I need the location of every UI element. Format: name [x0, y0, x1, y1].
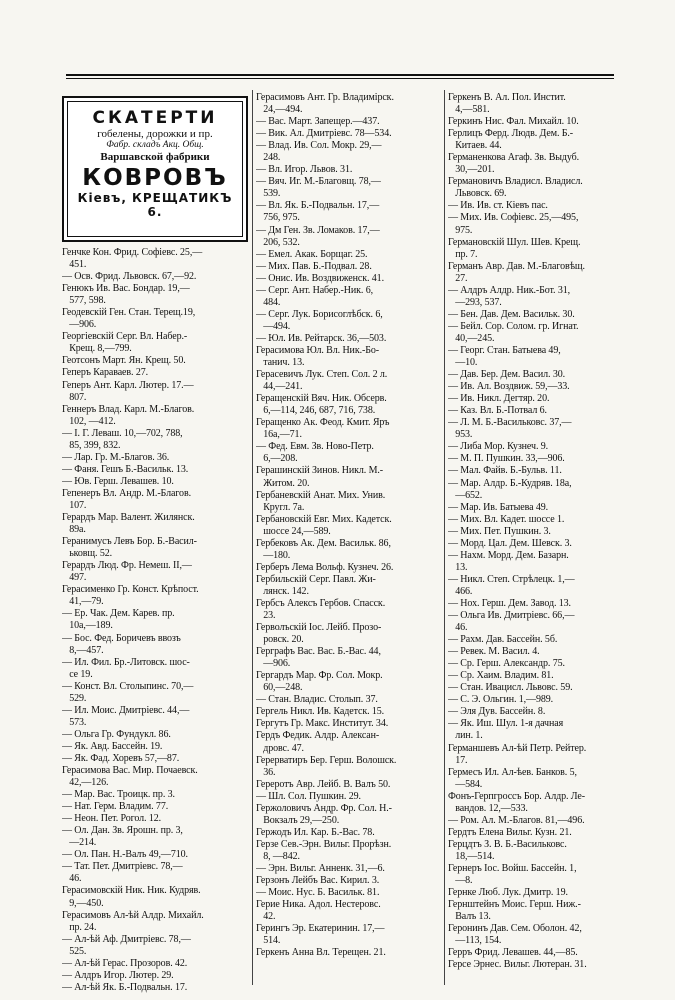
directory-entry-line: Геркинъ Нис. Фал. Михайл. 10.: [448, 116, 579, 128]
directory-entry-line: — Алдръ Игор. Лютер. 29.: [62, 969, 174, 981]
directory-entry-line: 807.: [62, 391, 87, 403]
directory-entry-line: — Юл. Ив. Рейтарск. 36,—503.: [256, 332, 387, 344]
directory-entry-line: — Стан. Ивацисл. Львовс. 59.: [448, 682, 573, 694]
directory-entry-line: Гергель Никл. Ив. Кадетск. 15.: [256, 706, 385, 718]
directory-entry-line: Геотсонъ Март. Ян. Крещ. 50.: [62, 355, 186, 367]
directory-entry-line: —652.: [448, 489, 483, 501]
directory-entry-line: — Алдръ Алдр. Ник.-Бот. 31,: [448, 284, 571, 296]
directory-entry-line: 8, —842.: [256, 850, 300, 862]
directory-entry-line: пр. 24.: [62, 921, 97, 933]
directory-entry-line: 46.: [448, 622, 468, 634]
directory-entry-line: 514.: [256, 935, 281, 947]
directory-entry-line: — Мар. Вас. Троицк. пр. 3.: [62, 789, 175, 801]
directory-entry-line: — Дав. Бер. Дем. Васил. 30.: [448, 369, 566, 381]
ad-brand: КОВРОВЪ: [82, 164, 228, 191]
directory-entry-line: — Ив. Ал. Воздвиж. 59,—33.: [448, 381, 570, 393]
ad-line: гобелены, дорожки и пр.: [97, 128, 213, 140]
directory-entry-line: Крещ. 8,—799.: [62, 343, 132, 355]
directory-entry-line: Герасевичъ Лук. Степ. Сол. 2 л.: [256, 369, 388, 381]
directory-entry-line: — Емел. Акак. Борщаг. 25.: [256, 248, 368, 260]
directory-entry-line: Гердъ Федик. Алдр. Алексан-: [256, 730, 380, 742]
directory-entry-line: — Ольга Ив. Дмитріевс. 66,—: [448, 610, 575, 622]
directory-entry-line: 539.: [256, 188, 281, 200]
directory-entry-line: Геркенъ В. Ал. Пол. Инстит.: [448, 92, 566, 103]
directory-entry-line: Герберъ Лема Вольф. Кузнеч. 26.: [256, 561, 394, 573]
directory-entry-line: шоссе 24,—589.: [256, 525, 331, 537]
directory-entry-line: — Ср. Хаим. Владим. 81.: [448, 670, 554, 682]
directory-entry-line: Гербаневскій Анат. Мих. Унив.: [256, 489, 386, 501]
directory-entry-line: — Влад. Ив. Сол. Мокр. 29,—: [256, 140, 382, 152]
directory-entry-line: Герасимова Вас. Мир. Почаевск.: [62, 765, 198, 777]
directory-entry-line: Львовск. 69.: [448, 188, 507, 200]
directory-entry-line: — Бейл. Сор. Солом. гр. Игнат.: [448, 320, 579, 332]
directory-entry-line: — Мал. Файв. Б.-Бульв. 11.: [448, 465, 562, 477]
directory-entry-line: 30,—201.: [448, 164, 495, 176]
directory-entry-line: Кругл. 7а.: [256, 501, 305, 513]
directory-entry-line: 10а,—189.: [62, 620, 113, 632]
directory-entry-line: — Вяч. Иг. М.-Благовщ. 78,—: [256, 176, 381, 188]
directory-entry-line: — Нахм. Морд. Дем. Базарн.: [448, 549, 569, 561]
directory-entry-line: Геркенъ Анна Вл. Терещен. 21.: [256, 947, 386, 959]
directory-entry-line: —180.: [256, 549, 291, 561]
directory-entry-line: — Бен. Дав. Дем. Васильк. 30.: [448, 308, 575, 320]
directory-entry-line: —113, 154.: [448, 935, 502, 947]
directory-entry-line: Гержоловичъ Андр. Фр. Сол. Н.-: [256, 802, 392, 814]
directory-entry-line: — Ив. Ив. ст. Кіевъ пас.: [448, 200, 548, 212]
directory-entry-line: — Осв. Фрид. Львовск. 67,—92.: [62, 271, 197, 283]
directory-entry-line: — Ер. Чак. Дем. Карев. пр.: [62, 608, 175, 620]
directory-entry-line: Гернеръ Іос. Войш. Бассейн. 1,: [448, 863, 577, 874]
directory-entry-line: Герие Ника. Адол. Нестеровс.: [256, 899, 381, 911]
directory-entry-line: Геранимусъ Левъ Бор. Б.-Васил-: [62, 536, 197, 548]
directory-entry-line: — Ил. Фил. Бр.-Литовск. шос-: [62, 656, 190, 668]
directory-entry-line: — Вл. Як. Б.-Подвальн. 17,—: [256, 200, 380, 212]
directory-entry-line: 102, —412.: [62, 415, 116, 427]
directory-entry-line: 248.: [256, 152, 281, 164]
directory-entry-line: — Георг. Стан. Батыева 49,: [448, 344, 561, 356]
directory-entry-line: — Ром. Ал. М.-Благов. 81,—496.: [448, 814, 585, 826]
directory-entry-line: —906.: [256, 658, 291, 670]
directory-entry-line: Гермесъ Ил. Ал-ѣев. Банков. 5,: [448, 766, 577, 778]
directory-entry-line: — Юв. Герш. Левашев. 10.: [62, 475, 174, 487]
directory-entry-line: Гергутъ Гр. Макс. Институт. 34.: [256, 718, 389, 730]
directory-entry-line: Генюкъ Ив. Вас. Бондар. 19,—: [62, 283, 190, 295]
directory-entry-line: Геперъ Ант. Карл. Лютер. 17.—: [62, 379, 194, 391]
directory-entry-line: Валъ 13.: [448, 911, 491, 923]
directory-entry-line: вандов. 12,—533.: [448, 802, 528, 814]
directory-entry-line: Гердтъ Елена Вильг. Кузн. 21.: [448, 826, 572, 838]
directory-entry-line: 497.: [62, 572, 87, 584]
directory-entry-line: 206, 532.: [256, 236, 300, 248]
column-divider: [252, 90, 253, 985]
directory-entry-line: Гербсъ Алексъ Гербов. Спасск.: [256, 597, 386, 609]
directory-entry-line: — Серг. Лук. Борисоглѣбск. 6,: [256, 308, 383, 320]
directory-entry-line: — Морд. Цал. Дем. Шевск. 3.: [448, 537, 572, 549]
ad-address: Кіевъ, КРЕЩАТИКЪ 6.: [77, 190, 233, 219]
directory-entry-line: — Ал-ѣй Аф. Дмитріевс. 78,—: [62, 933, 191, 945]
directory-entry-line: ьковщ. 52.: [62, 548, 113, 560]
directory-entry-line: 451.: [62, 259, 87, 271]
directory-entry-line: 27.: [448, 272, 468, 284]
directory-entry-line: — Неон. Пет. Рогол. 12.: [62, 813, 162, 825]
directory-entry-line: — Дм Ген. Зв. Ломаков. 17,—: [256, 224, 380, 236]
directory-entry-line: Гепенеръ Вл. Андр. М.-Благов.: [62, 487, 191, 499]
directory-entry-line: — Ср. Герш. Александр. 75.: [448, 658, 565, 670]
directory-entry-line: — Вл. Игор. Львов. 31.: [256, 164, 353, 176]
directory-entry-line: —906.: [62, 319, 97, 331]
directory-entry-line: Герингъ Эр. Екатеринин. 17,—: [256, 923, 385, 935]
directory-entry-line: Геперъ Караваев. 27.: [62, 367, 149, 379]
directory-entry-line: 466.: [448, 585, 473, 597]
directory-entry-line: се 19.: [62, 668, 93, 680]
directory-entry-line: Герасимовскій Ник. Ник. Кудряв.: [62, 885, 201, 897]
directory-entry-line: 85, 399, 832.: [62, 439, 121, 451]
directory-entry-line: Герасимовъ Ант. Гр. Владимірск.: [256, 92, 394, 103]
directory-entry-line: — Стан. Владис. Столып. 37.: [256, 694, 378, 706]
advertisement-box: [62, 96, 248, 242]
directory-entry-line: 573.: [62, 716, 87, 728]
directory-entry-line: 525.: [62, 945, 87, 957]
directory-entry-line: — Эля Дув. Бассейн. 8.: [448, 706, 546, 718]
directory-entry-line: —584.: [448, 778, 483, 790]
directory-entry-line: ровск. 20.: [256, 634, 304, 646]
directory-entry-line: — Мих. Ив. Софіевс. 25,—495,: [448, 212, 579, 224]
directory-entry-line: Герерватиръ Бер. Герш. Волошск.: [256, 754, 397, 766]
ad-title: СКАТЕРТИ: [92, 108, 218, 128]
directory-entry-line: Гереротъ Авр. Лейб. В. Валъ 50.: [256, 778, 391, 790]
directory-entry-line: —214.: [62, 837, 97, 849]
directory-entry-line: 8,—457.: [62, 644, 104, 656]
directory-entry-line: —293, 537.: [448, 296, 502, 308]
directory-entry-line: Геннеръ Влад. Карл. М.-Благов.: [62, 403, 195, 415]
directory-entry-line: дровс. 47.: [256, 742, 304, 754]
directory-entry-line: 9,—450.: [62, 897, 104, 909]
directory-entry-line: Герсе Эрнес. Вильг. Лютеран. 31.: [448, 959, 587, 971]
directory-entry-line: 46.: [62, 873, 82, 885]
directory-entry-line: — Рахм. Дав. Бассейн. 5б.: [448, 634, 558, 646]
directory-entry-line: —8.: [448, 875, 473, 887]
directory-entry-line: 756, 975.: [256, 212, 300, 224]
directory-entry-line: 17.: [448, 754, 468, 766]
directory-entry-line: —10.: [448, 357, 478, 369]
directory-entry-line: 36.: [256, 766, 276, 778]
directory-entry-line: — Вас. Март. Запещер.—437.: [256, 116, 380, 128]
directory-entry-line: 60,—248.: [256, 682, 303, 694]
directory-column-3: [448, 92, 638, 971]
directory-entry-line: 484.: [256, 296, 281, 308]
directory-entry-line: Геронинъ Дав. Сем. Оболон. 42,: [448, 923, 582, 935]
directory-entry-line: — Ольга Гр. Фундукл. 86.: [62, 728, 171, 740]
directory-entry-line: — Ол. Пан. Н.-Валъ 49,—710.: [62, 849, 188, 861]
directory-entry-line: Германенкова Агаф. Зв. Выдуб.: [448, 152, 580, 164]
directory-entry-line: — Онис. Ив. Воздвиженск. 41.: [256, 272, 384, 284]
directory-entry-line: 16а,—71.: [256, 429, 302, 441]
directory-entry-line: лянск. 142.: [256, 585, 309, 597]
directory-entry-line: — С. Э. Ольгин. 1,—989.: [448, 694, 554, 706]
directory-entry-line: Геращенко Ак. Феод. Кмит. Яръ: [256, 417, 390, 429]
directory-entry-line: 975.: [448, 224, 473, 236]
directory-entry-line: Гербильскій Серг. Павл. Жи-: [256, 573, 376, 585]
directory-column-1: [62, 247, 248, 994]
directory-entry-line: — Як. Фад. Хоревъ 57,—87.: [62, 752, 180, 764]
directory-entry-line: Герзонъ Лейбъ Вас. Кирил. 3.: [256, 875, 380, 887]
directory-entry-line: — Вик. Ал. Дмитріевс. 78—534.: [256, 128, 392, 140]
directory-entry-line: — Ив. Никл. Дегтяр. 20.: [448, 393, 550, 405]
directory-entry-line: Гернштейнъ Моис. Герш. Ниж.-: [448, 899, 581, 911]
directory-entry-line: 953.: [448, 429, 473, 441]
directory-entry-line: — Шл. Сол. Пушкин. 29.: [256, 790, 361, 802]
directory-entry-line: Германъ Авр. Дав. М.-Благовѣщ.: [448, 260, 585, 272]
directory-entry-line: — Конст. Вл. Столыпинс. 70,—: [62, 680, 194, 692]
directory-entry-line: Герлицъ Ферд. Людв. Дем. Б.-: [448, 128, 574, 140]
directory-entry-line: 4,—581.: [448, 104, 490, 116]
directory-entry-line: — Лар. Гр. М.-Благов. 36.: [62, 451, 170, 463]
directory-entry-line: — Як. Авд. Бассейн. 19.: [62, 740, 163, 752]
directory-entry-line: — Серг. Ант. Набер.-Ник. 6,: [256, 284, 374, 296]
directory-entry-line: Гербековъ Ак. Дем. Васильк. 86,: [256, 537, 391, 549]
directory-entry-line: Герасименко Гр. Конст. Крѣпост.: [62, 584, 199, 596]
ad-line: Фабр. складъ Акц. Общ.: [106, 140, 204, 150]
top-rule: [66, 74, 614, 76]
directory-entry-line: — Тат. Пет. Дмитріевс. 78,—: [62, 861, 183, 873]
directory-column-2: [256, 92, 442, 959]
directory-entry-line: 24,—494.: [256, 104, 303, 116]
directory-entry-line: Вокзалъ 29,—250.: [256, 814, 340, 826]
directory-entry-line: Герардъ Люд. Фр. Немеш. II,—: [62, 560, 192, 572]
directory-entry-line: — Нат. Герм. Владим. 77.: [62, 801, 169, 813]
directory-entry-line: 40,—245.: [448, 332, 495, 344]
ad-line: Варшавской фабрики: [100, 150, 210, 163]
directory-entry-line: — Фед. Евм. Зв. Ново-Петр.: [256, 441, 374, 453]
directory-entry-line: Германовичъ Владисл. Владисл.: [448, 176, 583, 188]
directory-entry-line: Гернке Люб. Лук. Дмитр. 19.: [448, 887, 568, 899]
directory-entry-line: Герволъскій Іос. Лейб. Прозо-: [256, 622, 382, 634]
directory-entry-line: танич. 13.: [256, 357, 305, 369]
directory-entry-line: Герръ Фрид. Левашев. 44,—85.: [448, 947, 578, 959]
directory-entry-line: Германшевъ Ал-ѣй Петр. Рейтер.: [448, 742, 587, 754]
directory-entry-line: пр. 7.: [448, 248, 478, 260]
directory-entry-line: 13.: [448, 561, 468, 573]
directory-entry-line: 42,—126.: [62, 777, 109, 789]
directory-entry-line: — Л. М. Б.-Васильковс. 37,—: [448, 417, 572, 429]
directory-entry-line: 89а.: [62, 524, 86, 536]
top-rule-thin: [66, 78, 614, 79]
directory-entry-line: 44,—241.: [256, 381, 303, 393]
directory-entry-line: Герграфъ Вас. Вас. Б.-Вас. 44,: [256, 646, 381, 658]
directory-entry-line: Георгіевскій Серг. Вл. Набер.-: [62, 331, 188, 343]
directory-entry-line: — Моис. Нус. Б. Васильк. 81.: [256, 887, 380, 899]
directory-entry-line: Гержодъ Ил. Кар. Б.-Вас. 78.: [256, 826, 375, 838]
directory-entry-line: — Либа Мор. Кузнеч. 9.: [448, 441, 549, 453]
directory-entry-line: — Никл. Степ. Стрѣлецк. 1,—: [448, 573, 575, 585]
directory-entry-line: — Ал-ѣй Як. Б.-Подвальн. 17.: [62, 981, 188, 993]
directory-entry-line: — Мар. Ив. Батыева 49.: [448, 501, 549, 513]
directory-entry-line: Герардъ Мар. Валент. Жилянск.: [62, 512, 195, 524]
directory-entry-line: Гербановскій Евг. Мих. Кадетск.: [256, 513, 392, 525]
directory-entry-line: Герашинскій Зинов. Никл. М.-: [256, 465, 384, 477]
directory-entry-line: 42.: [256, 911, 276, 923]
directory-entry-line: Герасимова Юл. Вл. Ник.-Бо-: [256, 344, 379, 356]
directory-entry-line: Гергардъ Мар. Фр. Сол. Мокр.: [256, 670, 383, 682]
directory-entry-line: 529.: [62, 692, 87, 704]
directory-entry-line: Герцдтъ З. В. Б.-Васильковс.: [448, 838, 567, 850]
directory-entry-line: 577, 598.: [62, 295, 106, 307]
directory-entry-line: Геодевскій Ген. Стан. Терещ.19,: [62, 307, 196, 319]
directory-entry-line: — М. П. Пушкин. 33,—906.: [448, 453, 565, 465]
directory-entry-line: 6,—208.: [256, 453, 298, 465]
directory-entry-line: — Ол. Дан. Зв. Ярошн. пр. 3,: [62, 825, 183, 837]
directory-entry-line: — Эрн. Вильг. Анненк. 31,—6.: [256, 863, 385, 874]
directory-entry-line: Китаев. 44.: [448, 140, 502, 152]
directory-entry-line: — Фаня. Гешъ Б.-Васильк. 13.: [62, 463, 189, 475]
directory-entry-line: — І. Г. Леваш. 10,—702, 788,: [62, 427, 183, 439]
directory-entry-line: — Мих. Пет. Пушкин. 3.: [448, 525, 551, 537]
directory-entry-line: Герзе Сев.-Эрн. Вильг. Прорѣзн.: [256, 838, 392, 850]
directory-entry-line: — Ил. Моис. Дмитріевс. 44,—: [62, 704, 190, 716]
directory-entry-line: 23.: [256, 610, 276, 622]
directory-entry-line: Германовскій Шул. Шев. Крещ.: [448, 236, 581, 248]
directory-entry-line: — Мих. Вл. Кадет. шоссе 1.: [448, 513, 565, 525]
directory-entry-line: — Каз. Вл. Б.-Потвал 6.: [448, 405, 547, 417]
directory-entry-line: Герасимовъ Ал-ѣй Алдр. Михайл.: [62, 909, 204, 921]
advertisement-frame: [67, 101, 243, 237]
directory-entry-line: — Як. Иш. Шул. 1-я дачная: [448, 718, 564, 730]
directory-entry-line: — Бос. Фед. Боричевъ ввозъ: [62, 632, 181, 644]
directory-entry-line: — Ал-ѣй Герас. Прозоров. 42.: [62, 957, 188, 969]
directory-entry-line: — Нох. Герш. Дем. Завод. 13.: [448, 597, 571, 609]
directory-entry-line: 6,—114, 246, 687, 716, 738.: [256, 405, 376, 417]
directory-entry-line: Житом. 20.: [256, 477, 310, 489]
directory-entry-line: — Мар. Алдр. Б.-Кудряв. 18а,: [448, 477, 572, 489]
directory-entry-line: лин. 1.: [448, 730, 483, 742]
directory-entry-line: 107.: [62, 499, 87, 511]
directory-entry-line: 18,—514.: [448, 850, 495, 862]
directory-entry-line: Геращенскій Вяч. Ник. Обсерв.: [256, 393, 387, 405]
directory-entry-line: — Ревек. М. Васил. 4.: [448, 646, 540, 658]
directory-entry-line: 41,—79.: [62, 596, 104, 608]
directory-entry-line: — Мих. Пав. Б.-Подвал. 28.: [256, 260, 372, 272]
directory-entry-line: Генчке Кон. Фрид. Софіевс. 25,—: [62, 247, 203, 258]
directory-entry-line: —494.: [256, 320, 291, 332]
column-divider: [444, 90, 445, 985]
directory-entry-line: Фонъ-Герпгроссъ Бор. Алдр. Ле-: [448, 790, 585, 802]
